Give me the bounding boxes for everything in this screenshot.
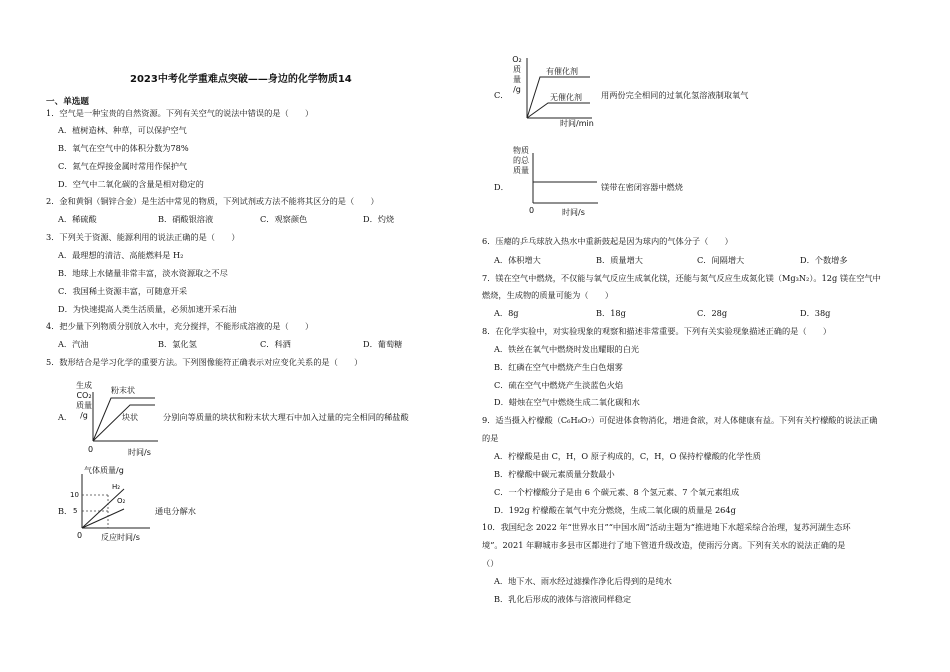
q8-option-d: D．蜡烛在空气中燃烧生成二氧化碳和水 bbox=[494, 397, 640, 407]
q4-option-a: A．汽油 bbox=[58, 339, 89, 349]
q2-stem: 2．金和黄铜（铜锌合金）是生活中常见的物质，下列试剂或方法不能将其区分的是（ ） bbox=[46, 196, 379, 206]
q1-option-d: D．空气中二氧化碳的含量是相对稳定的 bbox=[58, 179, 204, 189]
q8-stem: 8．在化学实验中，对实验现象的观察和描述非常重要。下列有关实验现象描述正确的是（ ） bbox=[482, 326, 832, 336]
q5-option-d-desc: 镁带在密闭容器中燃烧 bbox=[601, 182, 683, 192]
q7-option-d: D．38g bbox=[800, 308, 831, 318]
q9-line2: 的是 bbox=[482, 433, 499, 443]
q3-option-c: C．我国稀土资源丰富，可随意开采 bbox=[58, 286, 188, 296]
graph-c-ylabel-line: 量 bbox=[513, 75, 521, 84]
q1-option-c: C．氮气在焊接金属时常用作保护气 bbox=[58, 161, 188, 171]
q10-option-b: B．乳化后形成的液体与溶液同样稳定 bbox=[494, 594, 632, 604]
q5-option-d-label: D． bbox=[494, 182, 509, 192]
q7-line2: 燃烧，生成物的质量可能为（ ） bbox=[482, 290, 614, 300]
q3-option-a: A．最理想的清洁、高能燃料是 H₂ bbox=[58, 250, 184, 260]
q9-line1: 9．适当摄入柠檬酸（C₆H₈O₇）可促进体食物消化，增进食欲，对人体健康有益。下列有关柠檬酸的说法正确 bbox=[482, 415, 878, 425]
page-title: 2023中考化学重难点突破——身边的化学物质14 bbox=[130, 74, 352, 85]
q4-option-b: B．氯化氢 bbox=[158, 339, 197, 349]
q4-option-c: C．科洒 bbox=[260, 339, 291, 349]
q2-option-a: A．稀硫酸 bbox=[58, 214, 97, 224]
graph-c-ylabel-line: O₂ bbox=[512, 55, 522, 64]
q4-option-d: D．葡萄糖 bbox=[363, 339, 403, 349]
q8-option-b: B．红磷在空气中燃烧产生白色烟雾 bbox=[494, 362, 623, 372]
q9-option-a: A．柠檬酸是由 C，H，O 原子构成的，C，H，O 保持柠檬酸的化学性质 bbox=[494, 451, 761, 461]
q10-line1: 10．我国纪念 2022 年“世界水日”“中国水周”活动主题为“推进地下水超采综合治理，复苏河湖生态环 bbox=[482, 522, 851, 532]
graph-c-series-label: 无催化剂 bbox=[550, 93, 582, 102]
graph-c-ylabel-line: 质 bbox=[513, 65, 521, 74]
q5-stem: 5．数形结合是学习化学的重要方法。下列图像能符正确表示对应变化关系的是（ ） bbox=[46, 357, 363, 367]
graph-b-series-label: H₂ bbox=[112, 483, 121, 491]
q6-option-a: A．体积增大 bbox=[494, 255, 541, 265]
graph-a-ylabel-line: 质量 bbox=[76, 401, 92, 410]
graph-b-xlabel: 反应时间/s bbox=[101, 533, 140, 542]
graph-c-series-label: 有催化剂 bbox=[546, 67, 578, 76]
graph-a-ylabel-line: 生成 bbox=[76, 381, 92, 390]
graph-d-ylabel-line: 质量 bbox=[513, 166, 529, 175]
graph-a-origin: 0 bbox=[88, 445, 94, 454]
q6-option-d: D．个数增多 bbox=[800, 255, 848, 265]
graph-b-ylabel: 气体质量/g bbox=[84, 466, 124, 475]
q3-option-d: D．为快速提高人类生活质量，必须加速开采石油 bbox=[58, 304, 237, 314]
q1-option-a: A．植树造林、种草，可以保护空气 bbox=[58, 125, 187, 135]
graph-a-ylabel-line: /g bbox=[80, 411, 88, 420]
q6-option-c: C．间隔增大 bbox=[697, 255, 745, 265]
q5-option-b-desc: 通电分解水 bbox=[155, 506, 196, 516]
q2-option-d: D．灼烧 bbox=[363, 214, 395, 224]
q8-option-a: A．铁丝在氧气中燃烧时发出耀眼的白光 bbox=[494, 344, 640, 354]
graph-a-xlabel: 时间/s bbox=[128, 448, 151, 457]
q4-stem: 4．把少量下列物质分别放入水中，充分搅拌，不能形成溶液的是（ ） bbox=[46, 321, 314, 331]
q7-option-b: B．18g bbox=[596, 308, 626, 318]
q7-option-a: A．8g bbox=[494, 308, 519, 318]
q5-option-c-desc: 用两份完全相同的过氧化氢溶液制取氧气 bbox=[601, 90, 749, 100]
q1-stem: 1．空气是一种宝贵的自然资源。下列有关空气的说法中错误的是（ ） bbox=[46, 108, 314, 118]
q3-option-b: B．地球上水储量非常丰富，淡水资源取之不尽 bbox=[58, 268, 228, 278]
q10-line2: 境”。2021 年聊城市多县市区都进行了地下管道升级改造，使雨污分离。下列有关水的说法正确的是 bbox=[482, 540, 846, 550]
q9-option-c: C．一个柠檬酸分子是由 6 个碳元素、8 个氢元素、7 个氧元素组成 bbox=[494, 487, 740, 497]
q3-stem: 3．下列关于资源、能源利用的说法正确的是（ ） bbox=[46, 232, 240, 242]
graph-b-ytick: 10 bbox=[70, 491, 79, 499]
graph-c-ylabel-line: /g bbox=[513, 85, 521, 94]
graph-c-xlabel: 时间/min bbox=[560, 119, 594, 128]
q10-line3: （） bbox=[482, 558, 499, 568]
graph-d-xlabel: 时间/s bbox=[562, 208, 585, 217]
section-heading: 一、单选题 bbox=[46, 97, 89, 107]
graph-d-origin: 0 bbox=[529, 206, 535, 215]
graph-b-origin: 0 bbox=[77, 531, 83, 540]
graph-b-series-label: O₂ bbox=[117, 497, 126, 505]
q5-option-b-label: B． bbox=[58, 506, 73, 516]
graph-a-series-label: 块状 bbox=[122, 413, 138, 422]
q9-option-b: B．柠檬酸中碳元素质量分数最小 bbox=[494, 469, 615, 479]
q2-option-c: C．观察颜色 bbox=[260, 214, 308, 224]
q8-option-c: C．硫在空气中燃烧产生淡蓝色火焰 bbox=[494, 380, 624, 390]
graph-d-ylabel-line: 的总 bbox=[513, 156, 529, 165]
q5-option-a-label: A． bbox=[58, 412, 73, 422]
q2-option-b: B．硝酸银溶液 bbox=[158, 214, 214, 224]
graph-a-ylabel-line: CO₂ bbox=[76, 391, 92, 400]
q6-stem: 6．压瘪的乒乓球放入热水中重新鼓起是因为球内的气体分子（ ） bbox=[482, 236, 733, 246]
q6-option-b: B．质量增大 bbox=[596, 255, 643, 265]
q7-option-c: C．28g bbox=[697, 308, 728, 318]
q5-option-c-label: C． bbox=[494, 90, 509, 100]
q1-option-b: B．氧气在空气中的体积分数为78% bbox=[58, 143, 189, 153]
q9-option-d: D．192g 柠檬酸在氧气中充分燃烧，生成二氧化碳的质量是 264g bbox=[494, 505, 736, 515]
graph-a-series-label: 粉末状 bbox=[111, 386, 135, 395]
q10-option-a: A．地下水、雨水经过滤操作净化后得到的是纯水 bbox=[494, 576, 672, 586]
graph-b-ytick: 5 bbox=[73, 507, 78, 515]
graph-d-ylabel-line: 物质 bbox=[513, 146, 529, 155]
q7-line1: 7．镁在空气中燃烧，不仅能与氧气反应生成氧化镁，还能与氮气反应生成氮化镁（Mg₃N₂）。12g 镁在空气中 bbox=[482, 273, 881, 283]
q5-option-a-desc: 分别向等质量的块状和粉末状大理石中加入过量的完全相同的稀盐酸 bbox=[163, 412, 409, 422]
